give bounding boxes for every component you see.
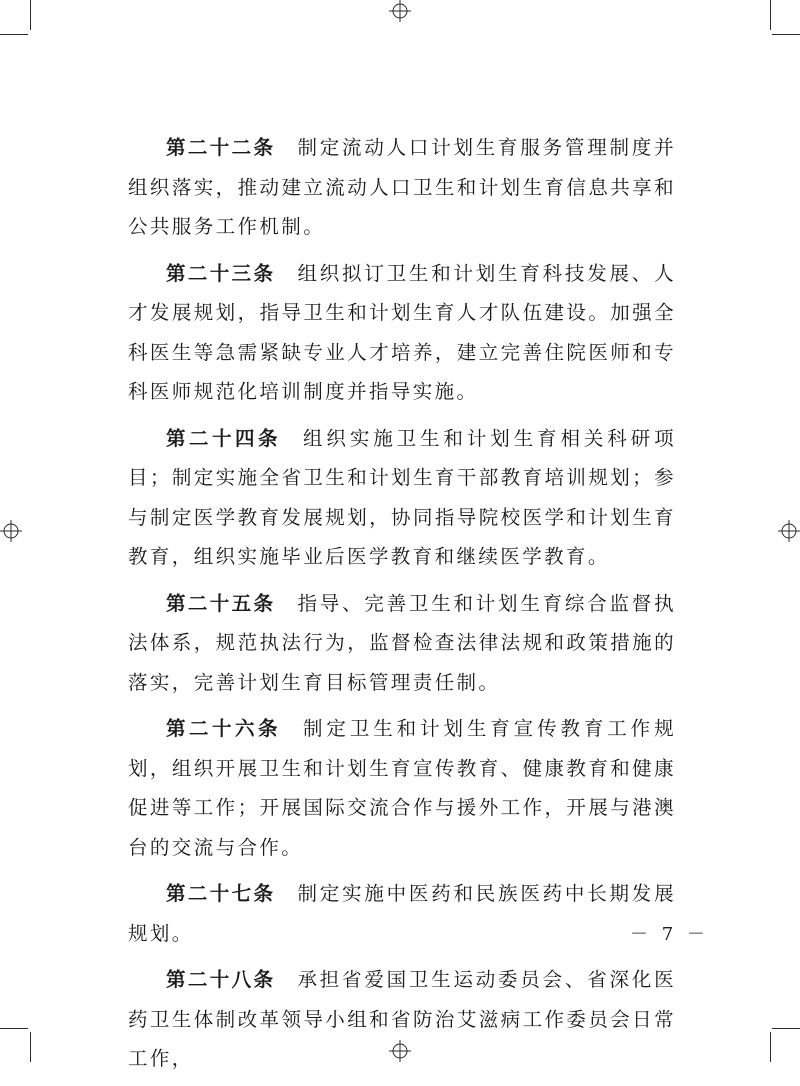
crop-mark bbox=[0, 1028, 28, 1029]
crop-mark bbox=[0, 34, 28, 35]
article-number: 第二十四条 bbox=[166, 426, 282, 450]
document-body bbox=[128, 128, 676, 1086]
article-number: 第二十二条 bbox=[166, 136, 276, 159]
article-28 bbox=[128, 960, 676, 1079]
crop-mark bbox=[770, 0, 771, 30]
article-number: 第二十七条 bbox=[166, 882, 276, 905]
article-22 bbox=[128, 128, 676, 247]
article-text: 制定流动人口计划生育服务管理制度并组织落实，推动建立流动人口卫生和计划生育信息共享和公共服务工作机制。 bbox=[128, 136, 676, 238]
article-23 bbox=[128, 254, 676, 412]
article-text: 组织拟订卫生和计划生育科技发展、人才发展规划，指导卫生和计划生育人才队伍建设。加强全科医生等急需紧缺专业人才培养，建立完善住院医师和专科医师规范化培训制度并指导实施。 bbox=[128, 261, 676, 403]
article-number: 第二十五条 bbox=[166, 591, 276, 615]
article-number: 第二十八条 bbox=[166, 968, 276, 991]
article-number: 第二十三条 bbox=[166, 261, 276, 285]
article-text: 承担省爱国卫生运动委员会、省深化医药卫生体制改革领导小组和省防治艾滋病工作委员会日常工作， bbox=[128, 968, 676, 1070]
article-27 bbox=[128, 874, 676, 953]
registration-mark-icon bbox=[778, 520, 800, 542]
crop-mark bbox=[772, 1028, 800, 1029]
registration-mark-icon bbox=[389, 0, 411, 22]
article-text: 指导、完善卫生和计划生育综合监督执法体系，规范执法行为，监督检查法律法规和政策措施的落实，完善计划生育目标管理责任制。 bbox=[128, 591, 676, 694]
article-number: 第二十六条 bbox=[166, 717, 282, 740]
article-text: 组织实施卫生和计划生育相关科研项目；制定实施全省卫生和计划生育干部教育培训规划；参与制定医学教育发展规划，协同指导院校医学和计划生育教育，组织实施毕业后医学教育和继续医学教育。 bbox=[128, 426, 676, 568]
article-25 bbox=[128, 584, 676, 703]
article-text: 制定实施中医药和民族医药中长期发展规划。 bbox=[128, 882, 676, 945]
crop-mark bbox=[30, 1032, 31, 1062]
page-number: － 7 － bbox=[630, 924, 709, 945]
crop-mark bbox=[772, 34, 800, 35]
article-26 bbox=[128, 709, 676, 867]
registration-mark-icon bbox=[0, 520, 22, 542]
article-text: 制定卫生和计划生育宣传教育工作规划，组织开展卫生和计划生育宣传教育、健康教育和健康促进等工作；开展国际交流合作与援外工作，开展与港澳台的交流与合作。 bbox=[128, 717, 676, 859]
crop-mark bbox=[30, 0, 31, 30]
crop-mark bbox=[770, 1032, 771, 1062]
article-24 bbox=[128, 419, 676, 577]
